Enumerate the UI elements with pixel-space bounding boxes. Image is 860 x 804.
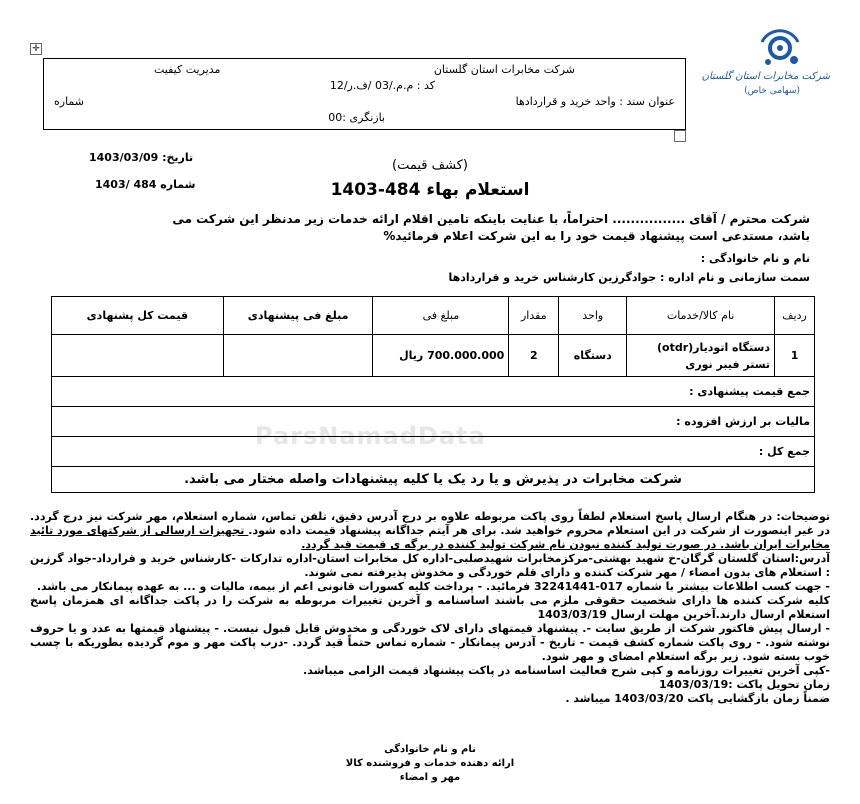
cell-row: 1 — [775, 335, 815, 377]
cell-qty: 2 — [509, 335, 559, 377]
note-4: کلیه شرکت کننده ها دارای شخصیت حقوقی ملزم می باشند اساسنامه و آخرین تغییرات مربوطه به شرکت را در پاکت جداگانه ای همزمان پاسخ استعلام ارسال دارند.آخرین مهلت ارسال 1403/03/19 — [30, 594, 830, 621]
note-7: زمان تحویل پاکت :1403/03/19 — [658, 678, 830, 691]
logo-sub: (سهامی خاص) — [744, 86, 800, 96]
cell-unit: دستگاه — [559, 335, 627, 377]
cell-offer-total[interactable] — [52, 335, 224, 377]
header-department: مدیریت کیفیت — [154, 63, 221, 76]
signature-block — [330, 743, 530, 785]
header-code: کد : م.م./03 /ف.ر/12 — [329, 79, 435, 92]
cell-item: دستگاه اتودیار(otdr) تستر فیبر نوری — [627, 335, 775, 377]
col-unit: واحد — [559, 297, 627, 335]
note-6: -کپی آخرین تغییرات روزنامه و کپی شرح فعالیت اساسنامه در پاکت پیشنهاد قیمت الزامی میباشد. — [303, 664, 830, 677]
intro-line-1: شرکت محترم / آقای ................ احتراماً، با عنایت باینکه تامین اقلام ارائه خدمات زیر مدنظر این شرکت می — [172, 212, 810, 226]
document-header-box — [43, 58, 686, 130]
logo-name: شرکت مخابرات استان گلستان — [701, 71, 830, 82]
intro-line-2: باشد، مستدعی است پیشنهاد قیمت خود را به این شرکت اعلام فرمائید% — [383, 229, 810, 243]
intro-line-4: سمت سازمانی و نام اداره : جوادگرزین کارشناس خرید و قراردادها — [448, 271, 810, 284]
header-company: شرکت مخابرات استان گلستان — [433, 63, 575, 76]
page-title: استعلام بهاء 484-1403 — [330, 180, 530, 200]
note-2: آدرس:استان گلستان گرگان-خ شهید بهشتی-مرکزمخابرات شهیدصلبی-اداره کل مخابرات استان-اداره تدارکات -کارشناس خرید و قرارداد-جواد گرزین : استعلام های بدون امضاء / مهر شرکت کننده و دارای قلم خوردگی و مخدوش پذیرفته نمی شوند. — [30, 552, 830, 579]
cell-fee: 700.000.000 ریال — [373, 335, 509, 377]
col-row: ردیف — [775, 297, 815, 335]
cell-offer-fee[interactable] — [223, 335, 373, 377]
note-1-text: توضیحات: در هنگام ارسال پاسخ استعلام لطفاً روی پاکت مربوطه علاوه بر درج آدرس دقیق، تلفن تماس، شماره استعلام، مهر شرکت نیز درج گردد. در غیر اینصورت از شرکت در این استعلام محروم خواهید شد. برای هر آیتم جداگانه پیشنهاد قیمت داده شود. — [30, 510, 831, 537]
table-footer: شرکت مخابرات در پذیرش و یا رد یک یا کلیه پیشنهادات واصله مختار می باشد. — [52, 467, 815, 493]
note-3: - جهت کسب اطلاعات بیشتر با شماره 017-32241441 فرمائید. - پرداخت کلیه کسورات قانونی اعم از بیمه، مالیات و ... به عهده پیمانکار می باشد. — [36, 580, 830, 593]
notes-section — [30, 510, 830, 706]
signature-line-1: نام و نام خانوادگی — [384, 744, 476, 755]
header-doc-title: عنوان سند : واحد خرید و قراردادها — [515, 95, 675, 108]
col-item: نام کالا/خدمات — [627, 297, 775, 335]
resize-handle-icon[interactable] — [674, 130, 686, 142]
move-handle-icon[interactable]: ✛ — [30, 43, 42, 55]
document-date: تاریخ: 1403/03/09 — [89, 151, 194, 164]
header-revision: بازنگری :00 — [328, 111, 385, 124]
intro-line-3: نام و نام خانوادگی : — [700, 252, 810, 265]
table-header-row — [52, 297, 815, 335]
note-8: ضمناً زمان بازگشایی پاکت 1403/03/20 میباشد . — [565, 692, 830, 705]
note-1-underlined: تجهیزات ارسالی از شرکتهای مورد تائید مخابرات ایران باشد. در صورت تولید کننده نبودن نام شرکت تولید کننده در برگه ی قیمت قید گردد. — [30, 524, 830, 551]
company-logo — [701, 28, 830, 98]
note-1 — [30, 510, 830, 552]
col-offer-fee: مبلغ فی پیشنهادی — [223, 297, 373, 335]
price-table — [51, 296, 815, 493]
note-5: - ارسال پیش فاکتور شرکت از طریق سایت -. پیشنهاد قیمتهای دارای لاک خوردگی و مخدوش قابل قبول نیست. - پیشنهاد قیمتها به عدد و یا حروف نوشته شود. - روی پاکت شماره کشف قیمت - تاریخ - آدرس پیمانکار - شماره تماس حتماً قید گردد. -درب پاکت مهر و موم گردیده بطوریکه با چسب خوب بسته شود. زیر برگه استعلام امضای و مهر شود. — [30, 622, 830, 663]
sum-label: جمع قیمت پیشنهادی : — [52, 377, 815, 407]
col-fee: مبلغ فی — [373, 297, 509, 335]
document-number: شماره 484 /1403 — [95, 178, 196, 191]
col-offer-total: قیمت کل پشنهادی — [52, 297, 224, 335]
total-label: جمع کل : — [52, 437, 815, 467]
col-qty: مقدار — [509, 297, 559, 335]
title-sub: (کشف قیمت) — [392, 158, 468, 173]
signature-line-3: مهر و امضاء — [399, 772, 461, 783]
header-number-label: شماره — [54, 95, 85, 108]
table-row — [52, 335, 815, 377]
watermark-text: ParsNamadData — [255, 422, 486, 450]
vat-label: مالیات بر ارزش افزوده : — [52, 407, 815, 437]
signature-line-2: ارائه دهنده خدمات و فروشنده کالا — [345, 758, 515, 769]
